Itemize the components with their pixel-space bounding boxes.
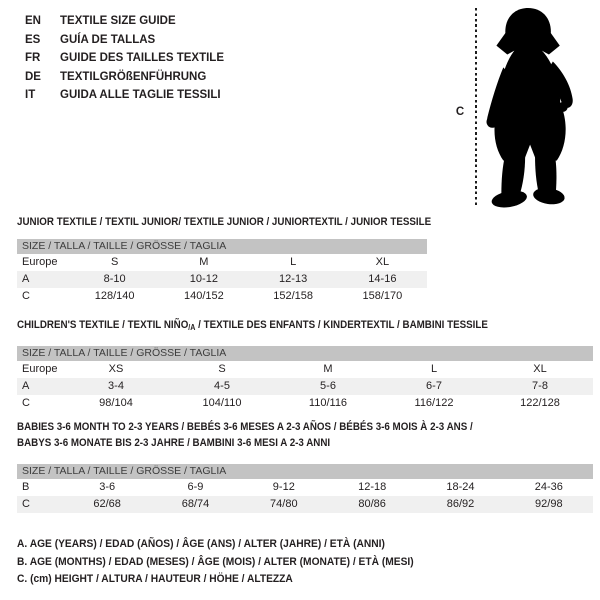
size-cell: 9-12 <box>272 481 295 493</box>
language-code: IT <box>25 89 36 102</box>
table-row <box>17 361 593 378</box>
size-cell: L <box>290 256 297 268</box>
size-cell: XS <box>108 363 124 375</box>
footnote-age-years: A. AGE (YEARS) / EDAD (AÑOS) / ÂGE (ANS) / ALTER (JAHRE) / ETÀ (ANNI) <box>17 538 385 550</box>
list-item <box>25 86 224 105</box>
footnote-height: C. (cm) HEIGHT / ALTURA / HAUTEUR / HÖHE / ALTEZZA <box>17 573 293 586</box>
guide-title: GUIDA ALLE TAGLIE TESSILI <box>60 89 221 102</box>
language-code: ES <box>25 33 41 46</box>
size-bar-header: SIZE / TALLA / TAILLE / GRÖSSE / TAGLIA <box>17 464 593 479</box>
size-cell: 12-13 <box>249 271 338 288</box>
size-cell: XL <box>533 363 547 375</box>
height-measure-dashed-line <box>475 8 477 206</box>
legend-footnotes <box>17 536 444 589</box>
row-label: C <box>22 290 30 302</box>
guide-title: TEXTILGRÖßENFÜHRUNG <box>60 70 207 83</box>
size-cell: M <box>199 256 209 268</box>
size-cell: S <box>110 256 119 268</box>
guide-title: GUIDE DES TAILLES TEXTILE <box>60 52 224 65</box>
table-row <box>17 288 427 305</box>
guide-title: GUÍA DE TALLAS <box>60 33 156 46</box>
size-cell: 140/152 <box>183 290 224 302</box>
footnote-age-months: B. AGE (MONTHS) / EDAD (MESES) / ÂGE (MOIS) / ALTER (MONATE) / ETÀ (MESI) <box>17 555 414 568</box>
size-cell: 128/140 <box>94 290 135 302</box>
size-cell: 8-10 <box>70 271 159 288</box>
junior-section-title: JUNIOR TEXTILE / TEXTIL JUNIOR/ TEXTILE JUNIOR / JUNIORTEXTIL / JUNIOR TESSILE <box>17 216 432 228</box>
size-cell: 92/98 <box>505 496 593 513</box>
size-cell: 7-8 <box>487 378 593 395</box>
size-cell: M <box>323 363 333 375</box>
size-cell: 116/122 <box>414 397 454 409</box>
language-title-list <box>25 12 224 105</box>
row-label: A <box>17 271 70 288</box>
language-code: FR <box>25 52 41 65</box>
guide-title: TEXTILE SIZE GUIDE <box>60 15 176 27</box>
list-item <box>25 31 224 50</box>
size-cell: 24-36 <box>534 481 563 493</box>
size-bar-header: SIZE / TALLA / TAILLE / GRÖSSE / TAGLIA <box>17 346 593 361</box>
size-cell: 5-6 <box>275 378 381 395</box>
language-code: DE <box>25 70 41 83</box>
size-cell: 12-18 <box>358 481 387 493</box>
size-cell: 80/86 <box>328 496 416 513</box>
table-row <box>17 254 427 271</box>
table-row <box>17 479 593 496</box>
row-label: Europe <box>22 256 58 268</box>
size-cell: 62/68 <box>63 496 151 513</box>
table-row <box>17 395 593 412</box>
height-marker-label: C <box>455 106 465 118</box>
row-label: Europe <box>22 363 58 375</box>
size-cell: 68/74 <box>151 496 239 513</box>
size-cell: XL <box>375 256 390 268</box>
size-cell: 10-12 <box>159 271 248 288</box>
junior-size-table <box>17 239 427 305</box>
size-cell: 3-4 <box>63 378 169 395</box>
list-item <box>25 49 224 68</box>
row-label: A <box>17 378 63 395</box>
size-cell: 4-5 <box>169 378 275 395</box>
nino-a-subscript: /A <box>188 323 196 332</box>
size-cell: 158/170 <box>362 290 403 302</box>
size-cell: 74/80 <box>240 496 328 513</box>
size-cell: 122/128 <box>520 397 560 409</box>
size-cell: L <box>430 363 438 375</box>
size-cell: 18-24 <box>446 481 475 493</box>
size-cell: 152/158 <box>273 290 313 302</box>
table-row <box>17 496 593 513</box>
children-size-table <box>17 346 593 412</box>
size-cell: S <box>218 363 226 375</box>
size-cell: 6-7 <box>381 378 487 395</box>
babies-section-title: BABIES 3-6 MONTH TO 2-3 YEARS / BEBÉS 3-6 MESES A 2-3 AÑOS / BÉBÉS 3-6 MOIS À 2-3 ANS / BABYS 3-6 MONATE BIS 2-3 JAHRE / BAMBINI 3-6 MESI A 2-3 ANNI <box>17 421 473 449</box>
list-item <box>25 68 224 87</box>
size-cell: 14-16 <box>338 271 427 288</box>
size-cell: 6-9 <box>187 481 204 493</box>
row-label: C <box>22 397 30 409</box>
size-cell: 3-6 <box>99 481 116 493</box>
table-row <box>17 271 427 288</box>
row-label: B <box>22 481 30 493</box>
list-item <box>25 12 224 31</box>
babies-size-table <box>17 464 593 513</box>
row-label: C <box>17 496 63 513</box>
baby-silhouette-icon <box>483 6 593 210</box>
size-cell: 98/104 <box>99 397 133 409</box>
table-row <box>17 378 593 395</box>
children-section-title: CHILDREN'S TEXTILE / TEXTIL $NIÑO_{/A}$ / TEXTILE DES ENFANTS / KINDERTEXTIL / BAMBINI TESSILE <box>17 319 488 332</box>
size-cell: 104/110 <box>202 397 242 409</box>
size-cell: 110/116 <box>308 397 348 409</box>
size-cell: 86/92 <box>416 496 504 513</box>
size-bar-header: SIZE / TALLA / TAILLE / GRÖSSE / TAGLIA <box>17 239 427 254</box>
language-code: EN <box>25 15 41 27</box>
